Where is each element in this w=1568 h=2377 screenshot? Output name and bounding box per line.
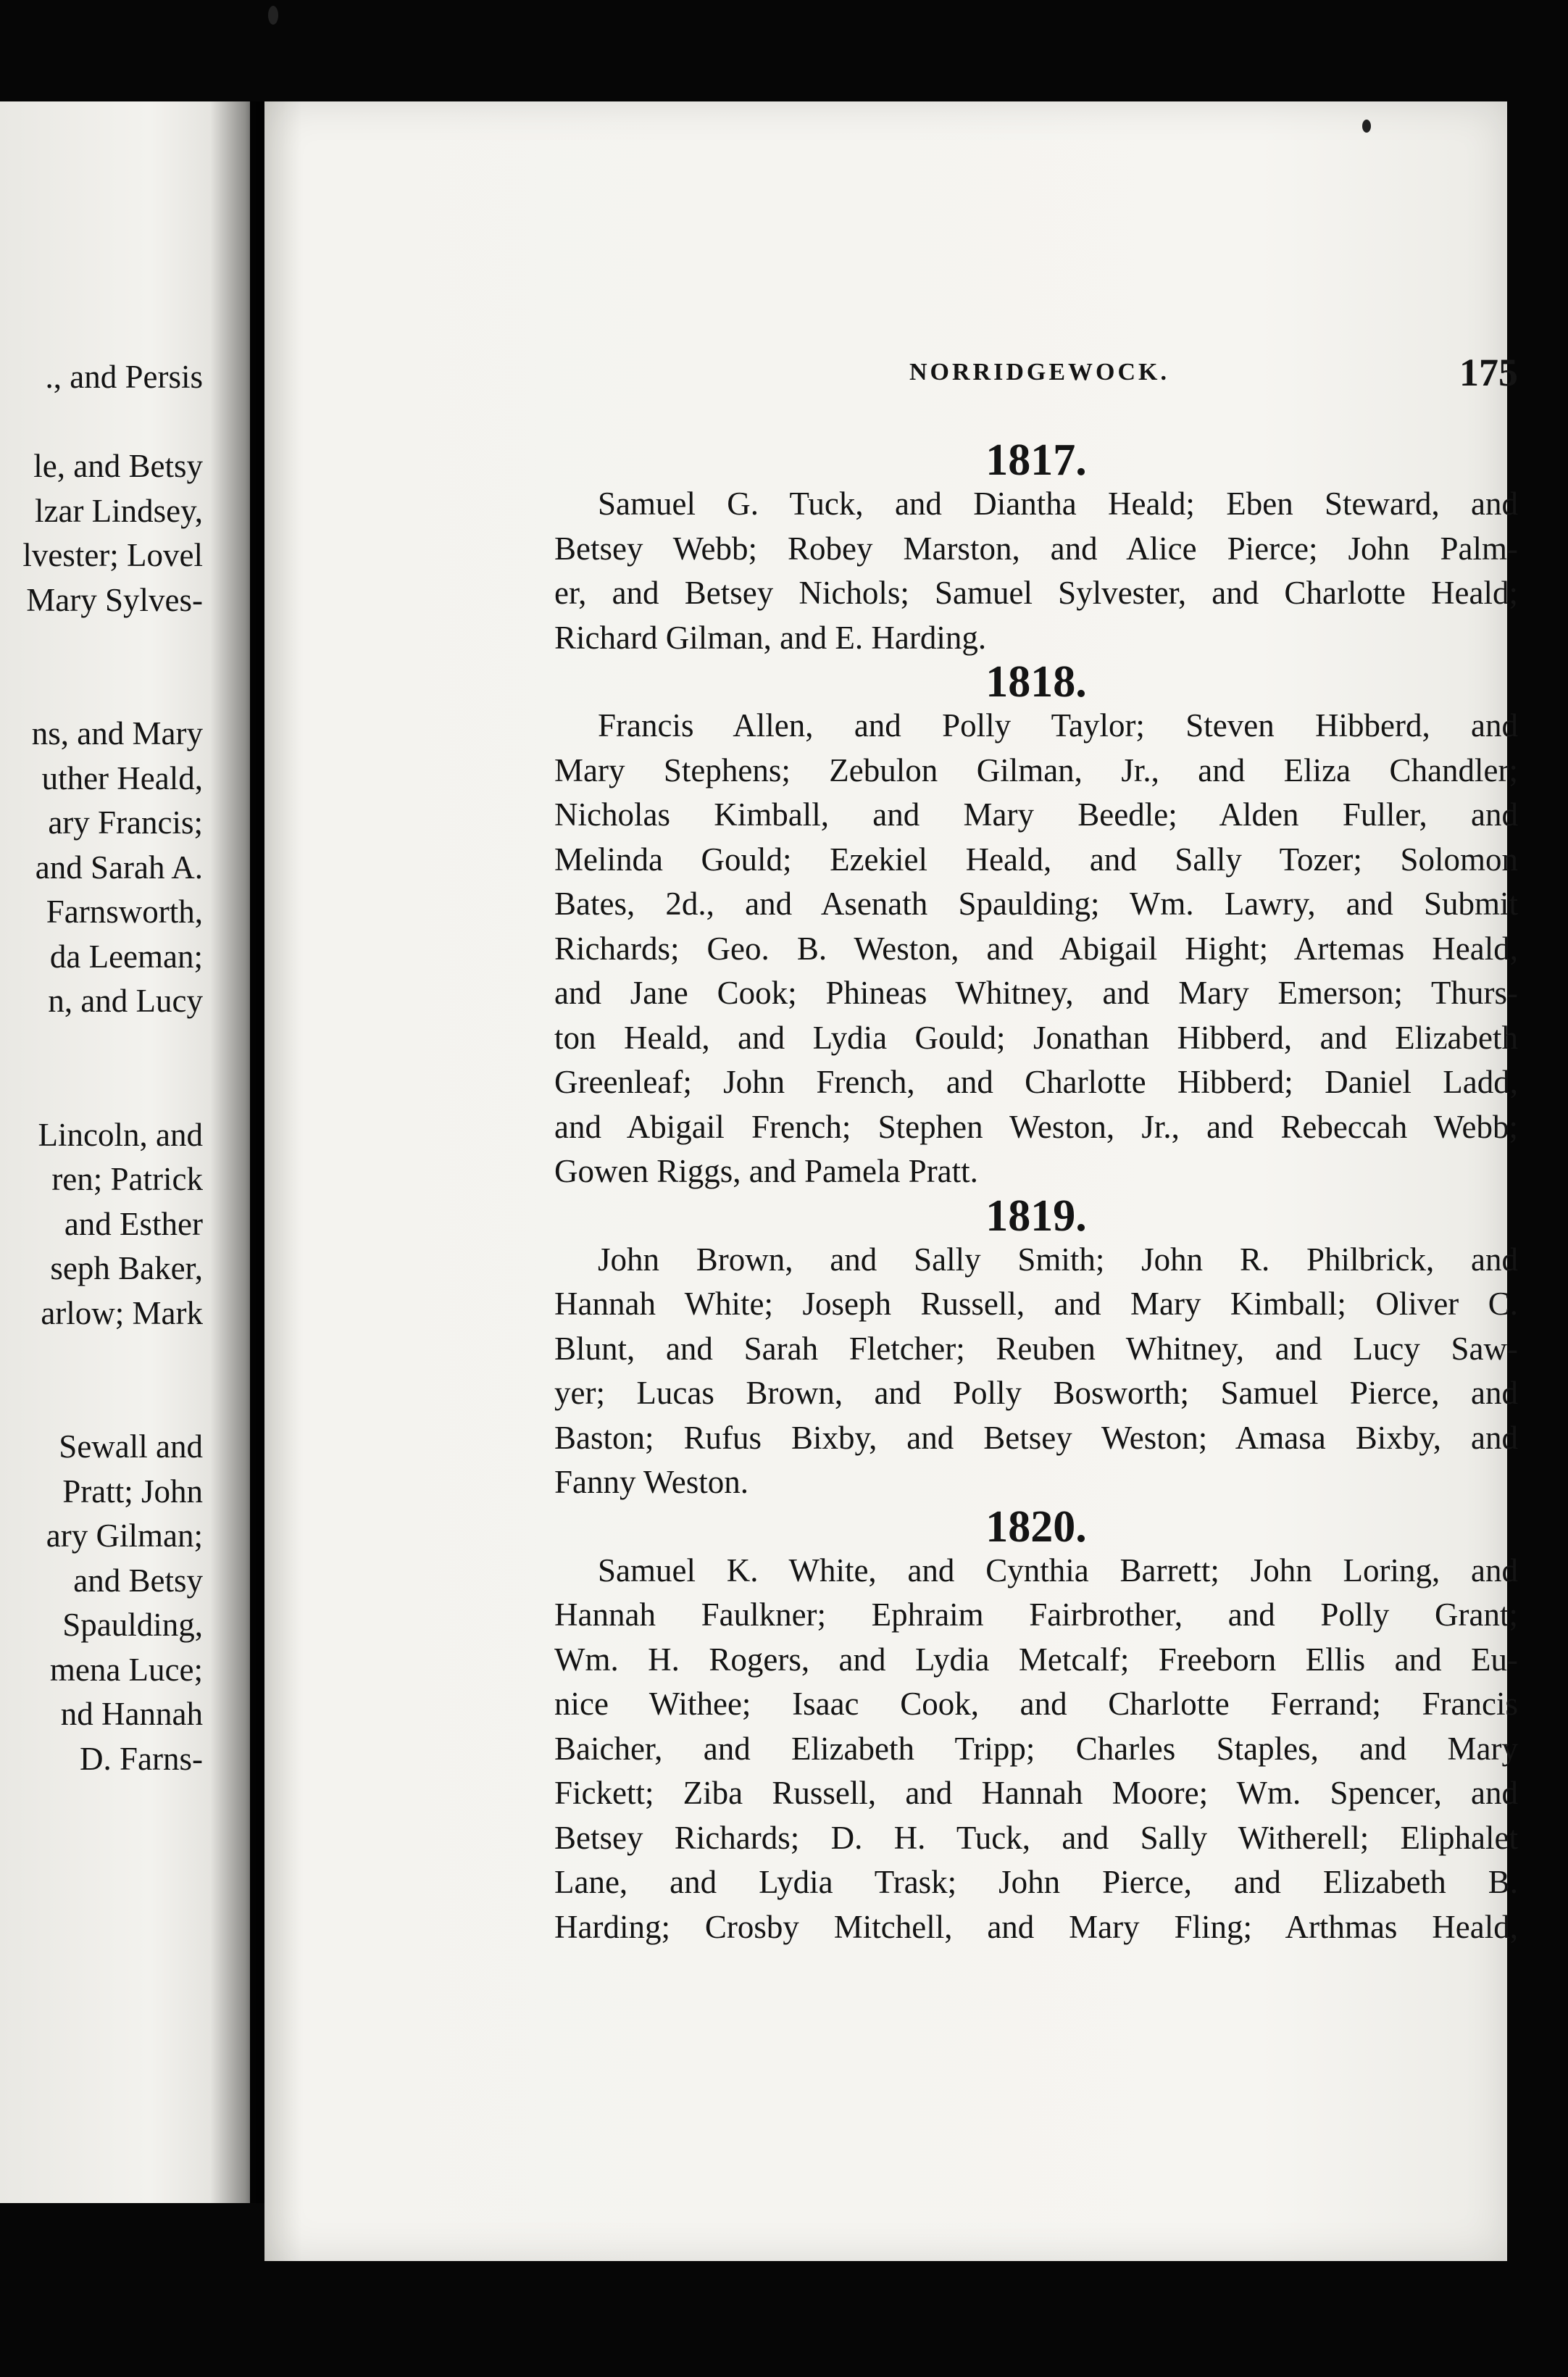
text-line: Samuel G. Tuck, and Diantha Heald; Eben Steward, and: [598, 486, 1518, 522]
facing-page-line: and Sarah A.: [35, 849, 203, 886]
year-section: [554, 657, 1518, 1194]
year-heading: 1819.: [985, 1191, 1087, 1241]
facing-page-line: seph Baker,: [50, 1250, 203, 1286]
text-line: Lane, and Lydia Trask; John Pierce, and Elizabeth B.: [554, 1864, 1518, 1900]
text-line: Betsey Webb; Robey Marston, and Alice Pierce; John Palm-: [554, 530, 1518, 567]
text-line: Greenleaf; John French, and Charlotte Hibberd; Daniel Ladd,: [554, 1064, 1518, 1100]
running-head: [554, 351, 1518, 402]
facing-page-line: Sewall and: [59, 1428, 203, 1465]
facing-page-line: [0, 400, 203, 445]
text-line: Hannah White; Joseph Russell, and Mary Kimball; Oliver C.: [554, 1286, 1518, 1322]
facing-page-line: and Esther: [64, 1205, 203, 1242]
text-line: and Abigail French; Stephen Weston, Jr., and Rebeccah Webb;: [554, 1108, 1518, 1145]
facing-page-line: nd Hannah: [60, 1696, 203, 1732]
book-gutter-shadow: [210, 101, 268, 2203]
text-line: nice Withee; Isaac Cook, and Charlotte Ferrand; Francis: [554, 1686, 1518, 1722]
facing-page-line: Spaulding,: [62, 1607, 203, 1643]
facing-page-line: lvester; Lovel: [22, 537, 203, 573]
facing-page-line: da Leeman;: [49, 938, 203, 975]
text-line: Nicholas Kimball, and Mary Beedle; Alden Fuller, and: [554, 796, 1518, 833]
text-line: Mary Stephens; Zebulon Gilman, Jr., and Eliza Chandler;: [554, 752, 1518, 788]
facing-page-line: mena Luce;: [49, 1651, 203, 1688]
text-line: Betsey Richards; D. H. Tuck, and Sally Witherell; Eliphalet: [554, 1819, 1518, 1856]
dust-speck: [1362, 120, 1371, 133]
dust-speck: [268, 6, 278, 25]
facing-page-line: Mary Sylves-: [26, 581, 203, 618]
text-line: Baicher, and Elizabeth Tripp; Charles Staples, and Mary: [554, 1730, 1518, 1767]
year-section: [554, 1502, 1518, 1950]
running-title: NORRIDGEWOCK.: [909, 359, 1169, 386]
facing-page-line: [0, 1024, 203, 1069]
facing-page-line: ., and Persis: [45, 359, 203, 395]
facing-page-line: n, and Lucy: [48, 983, 203, 1019]
text-line: yer; Lucas Brown, and Polly Bosworth; Samuel Pierce, and: [554, 1375, 1518, 1411]
year-section: [554, 1191, 1518, 1505]
facing-page-line: le, and Betsy: [33, 448, 203, 484]
facing-page-line: Pratt; John: [62, 1473, 203, 1510]
text-line: Samuel K. White, and Cynthia Barrett; John Loring, and: [598, 1552, 1518, 1589]
text-line: Melinda Gould; Ezekiel Heald, and Sally Tozer; Solomon: [554, 841, 1518, 878]
facing-page-line: ren; Patrick: [51, 1161, 203, 1197]
text-line: er, and Betsey Nichols; Samuel Sylvester, and Charlotte Heald;: [554, 575, 1518, 611]
facing-page-text: [0, 355, 203, 1781]
facing-page-line: [0, 667, 203, 712]
year-heading: 1818.: [985, 657, 1087, 707]
text-line: Richard Gilman, and E. Harding.: [554, 619, 987, 656]
facing-page-line: ns, and Mary: [31, 715, 203, 752]
text-line: Harding; Crosby Mitchell, and Mary Fling; Arthmas Heald,: [554, 1908, 1518, 1945]
text-line: and Jane Cook; Phineas Whitney, and Mary Emerson; Thurs-: [554, 975, 1518, 1011]
text-line: Fickett; Ziba Russell, and Hannah Moore; Wm. Spencer, and: [554, 1775, 1518, 1811]
text-line: Fanny Weston.: [554, 1464, 749, 1500]
facing-page-line: [0, 623, 203, 667]
text-line: Wm. H. Rogers, and Lydia Metcalf; Freeborn Ellis and Eu-: [554, 1641, 1518, 1678]
facing-page-line: [0, 1068, 203, 1113]
facing-page-line: ary Francis;: [48, 804, 203, 841]
year-section: [554, 438, 1518, 660]
facing-page-line: [0, 1336, 203, 1381]
text-line: John Brown, and Sally Smith; John R. Philbrick, and: [598, 1241, 1518, 1278]
facing-page-line: Lincoln, and: [38, 1116, 203, 1153]
text-line: ton Heald, and Lydia Gould; Jonathan Hibberd, and Elizabeth: [554, 1019, 1518, 1056]
page-number: 175: [1459, 351, 1518, 394]
text-line: Hannah Faulkner; Ephraim Fairbrother, and Polly Grant;: [554, 1597, 1518, 1633]
year-heading: 1817.: [985, 436, 1087, 485]
text-line: Gowen Riggs, and Pamela Pratt.: [554, 1153, 978, 1189]
facing-page-line: uther Heald,: [41, 759, 203, 796]
facing-page-line: ary Gilman;: [46, 1518, 203, 1554]
text-line: Baston; Rufus Bixby, and Betsey Weston; Amasa Bixby, and: [554, 1419, 1518, 1456]
facing-page-line: and Betsy: [73, 1562, 203, 1599]
text-line: Francis Allen, and Polly Taylor; Steven Hibberd, and: [598, 707, 1518, 744]
facing-page-line: arlow; Mark: [41, 1294, 203, 1331]
facing-page-line: [0, 1381, 203, 1425]
facing-page-line: Farnsworth,: [46, 894, 203, 930]
text-line: Richards; Geo. B. Weston, and Abigail Hight; Artemas Heald,: [554, 930, 1518, 967]
facing-page-line: D. Farns-: [80, 1740, 203, 1777]
year-heading: 1820.: [985, 1502, 1087, 1552]
text-line: Blunt, and Sarah Fletcher; Reuben Whitney, and Lucy Saw-: [554, 1330, 1518, 1367]
facing-page-line: lzar Lindsey,: [35, 492, 203, 529]
text-line: Bates, 2d., and Asenath Spaulding; Wm. Lawry, and Submit: [554, 886, 1518, 922]
main-page: [264, 101, 1518, 2261]
marriage-records: [554, 438, 1518, 1949]
